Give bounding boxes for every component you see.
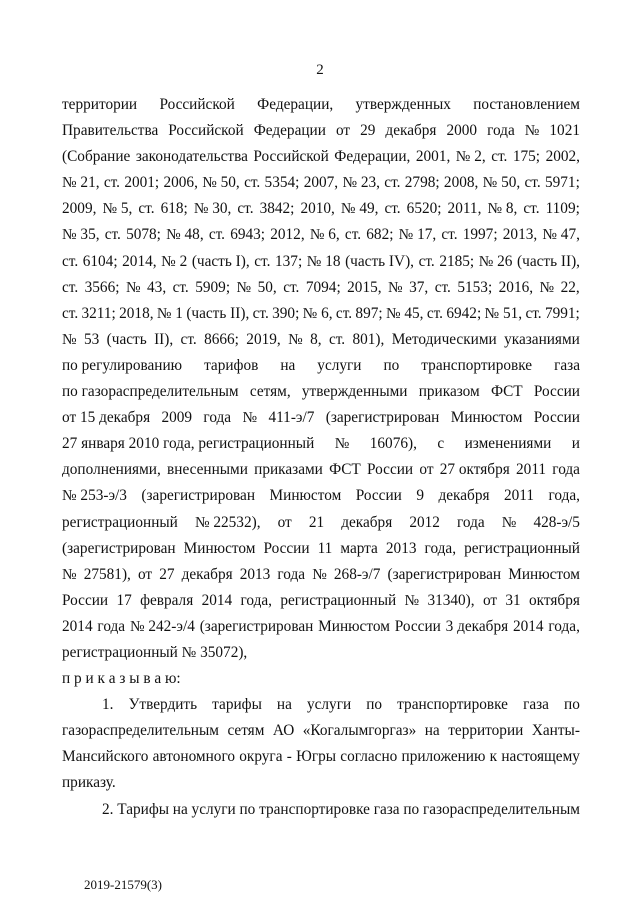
text-word: 6942; <box>446 304 482 322</box>
text-word: 137; <box>275 252 303 270</box>
text-word: 7991; <box>544 304 580 322</box>
text-word: 618; <box>160 200 188 218</box>
text-word: 8666; <box>204 330 239 348</box>
text-line <box>62 744 580 770</box>
text-word: декабря <box>341 513 393 531</box>
text-word: постановлением <box>473 96 580 113</box>
text-word: Федерации, <box>257 96 334 113</box>
text-word: России <box>367 461 414 479</box>
text-line <box>62 249 580 275</box>
text-word: 27 января 2010 года, регистрационный <box>62 435 315 453</box>
text-word: 1. <box>102 696 114 714</box>
text-word: 5971; <box>544 174 580 192</box>
text-word: по <box>564 696 580 714</box>
text-word: года <box>203 409 232 427</box>
text-line <box>62 562 580 588</box>
text-word: приказу. <box>62 774 116 792</box>
text-word: регистрационный <box>280 591 397 609</box>
text-word: года <box>97 617 126 635</box>
text-line <box>62 275 580 301</box>
text-word: декабря <box>181 565 233 583</box>
text-word: 2000 <box>446 122 478 140</box>
text-line <box>62 797 580 823</box>
text-word: Федерации <box>253 122 326 140</box>
text-word: года, <box>548 617 580 635</box>
text-line <box>62 483 580 509</box>
text-word: согласно <box>340 748 398 766</box>
text-word: России <box>263 539 310 557</box>
text-word: № <box>404 591 420 609</box>
text-word: газа <box>523 696 549 714</box>
text-word: № 2, <box>455 148 486 166</box>
text-word: России <box>533 383 580 401</box>
text-word: России <box>355 487 402 505</box>
text-word: № <box>501 513 517 531</box>
text-word: по <box>366 696 383 714</box>
text-word: ст. <box>237 200 254 218</box>
text-word: 31 <box>505 591 521 609</box>
text-word: 7094; <box>305 278 341 296</box>
text-word: года, <box>240 591 272 609</box>
text-line <box>62 666 580 692</box>
text-word: № <box>62 330 77 348</box>
text-word: Минюстом <box>318 617 390 635</box>
text-word: приказами <box>254 461 323 479</box>
text-word: ст. <box>335 304 353 322</box>
text-word: 2018, <box>119 304 154 322</box>
text-word: № <box>125 278 141 296</box>
text-word: 37, <box>409 278 429 296</box>
text-word: от 15 декабря <box>62 409 151 427</box>
text-word: 2013 <box>239 565 271 583</box>
text-word: 29 <box>360 122 376 140</box>
text-word: № 49, <box>340 200 379 218</box>
text-word: на <box>172 800 188 818</box>
text-word: ст. <box>283 278 300 296</box>
page-number: 2 <box>316 62 324 78</box>
text-line <box>62 718 580 744</box>
text-word: Мансийского <box>62 748 149 766</box>
document-body <box>62 92 580 823</box>
text-word: сетям, <box>249 383 291 401</box>
text-word: 43, <box>147 278 167 296</box>
text-word: 411-э/7 <box>268 409 315 427</box>
text-line <box>62 536 580 562</box>
text-word: ст. <box>491 148 508 166</box>
text-word: 21 <box>308 513 325 531</box>
text-word: ст. <box>523 200 540 218</box>
text-word: 6943; <box>230 226 266 244</box>
text-word: ст. <box>328 330 346 348</box>
text-line <box>62 144 580 170</box>
text-line <box>62 379 580 405</box>
text-word: 2014, <box>122 252 157 270</box>
text-word: на <box>424 722 440 740</box>
text-word: 31340), <box>427 591 475 609</box>
text-word: 2001; <box>124 174 160 192</box>
text-line <box>62 118 580 144</box>
text-word: № 17, <box>398 226 437 244</box>
text-word: услуги <box>317 356 362 374</box>
text-word: Ханты- <box>531 722 580 740</box>
text-word: ст. <box>525 304 542 322</box>
text-word: 3566; <box>84 278 120 296</box>
text-word: года <box>277 565 306 583</box>
text-word: № 242-э/4 <box>129 617 195 635</box>
text-word: 5078; <box>126 226 161 244</box>
text-word: регистрационный № 35072), <box>62 643 248 661</box>
text-word: 8, <box>310 330 322 348</box>
text-word: сетям <box>227 722 265 740</box>
text-word: № 35, <box>62 226 100 244</box>
text-word: 2010, <box>300 200 335 218</box>
text-line <box>62 405 580 431</box>
text-word: автономного <box>152 748 235 766</box>
text-word: Югры <box>296 748 337 766</box>
text-word: № <box>539 278 555 296</box>
text-word: Минюстом <box>508 565 580 583</box>
text-word: 682; <box>366 226 394 244</box>
text-word: законодательства <box>135 148 248 166</box>
text-word: к <box>489 748 498 766</box>
text-line <box>62 431 580 457</box>
text-word: № <box>524 122 540 140</box>
text-word: России <box>533 409 580 427</box>
text-word: ст. <box>524 174 541 192</box>
text-word: № 50, <box>202 174 240 192</box>
text-word: услуги <box>306 696 352 714</box>
text-word: (зарегистрирован <box>141 487 256 505</box>
text-word: № 2 <box>161 252 188 270</box>
text-word: по <box>383 356 400 374</box>
text-word: № <box>236 278 252 296</box>
text-line <box>62 770 580 796</box>
text-word: тарифов <box>204 356 259 374</box>
text-word: регистрационный <box>464 539 580 557</box>
text-word: округа <box>239 748 283 766</box>
text-word: (Собрание <box>62 148 131 166</box>
text-word: изменениями <box>464 435 552 453</box>
text-word: № 18 <box>306 252 341 270</box>
text-word: № 26 <box>478 252 513 270</box>
text-word: № <box>312 565 327 583</box>
text-word: 9 <box>416 487 424 505</box>
text-line <box>62 457 580 483</box>
text-word: года <box>456 513 485 531</box>
text-word: 2185; <box>439 252 475 270</box>
text-word: 16076), <box>369 435 417 453</box>
text-word: 2013 <box>385 539 417 557</box>
text-word: 2009, <box>62 200 97 218</box>
text-word: № 48, <box>166 226 204 244</box>
text-word: 2012, <box>270 226 305 244</box>
text-word: 5909; <box>195 278 231 296</box>
text-word: 1109; <box>545 200 580 218</box>
text-word: Российской <box>159 96 235 113</box>
text-word: № 22532), <box>194 513 261 531</box>
text-word: ст. <box>62 304 79 322</box>
text-word: года, <box>424 539 457 557</box>
text-word: Тарифы <box>117 800 170 818</box>
text-word: транспортировке <box>397 696 508 714</box>
text-word: года <box>552 461 580 479</box>
text-word: от <box>335 122 351 140</box>
text-word: 2009 <box>161 409 193 427</box>
text-word: № <box>62 565 77 583</box>
text-word: 268-э/7 <box>333 565 381 583</box>
text-line <box>62 301 580 327</box>
text-word: № 6, <box>302 304 333 322</box>
text-word: ст. <box>103 174 121 192</box>
text-word: ФСТ <box>490 383 523 401</box>
text-word: № 21, <box>62 174 100 192</box>
text-word: 1997; <box>462 226 498 244</box>
text-word: АО <box>272 722 295 740</box>
text-word: по <box>403 800 420 818</box>
text-word: утвержденными <box>301 383 408 401</box>
text-word: 2016, <box>498 278 534 296</box>
text-word: от <box>419 461 434 479</box>
text-word: марта <box>340 539 378 557</box>
text-word: ст. <box>172 278 189 296</box>
text-word: 2015, <box>347 278 382 296</box>
text-word: № 30, <box>193 200 232 218</box>
text-word: ст. <box>344 226 362 244</box>
text-word: от <box>277 513 292 531</box>
text-word: ст. <box>180 330 197 348</box>
text-word: № 51, <box>484 304 523 322</box>
text-word: по <box>239 800 256 818</box>
text-word: России <box>62 591 109 609</box>
text-word: 1021 <box>549 122 580 140</box>
text-word: 6520; <box>406 200 442 218</box>
text-word: № 8, <box>487 200 518 218</box>
text-word: (часть I), <box>191 252 250 270</box>
text-word: № <box>288 330 303 348</box>
text-word: газа <box>373 800 400 818</box>
text-word: ст. <box>434 278 451 296</box>
text-line <box>62 353 580 379</box>
text-word: территории <box>448 722 524 740</box>
text-word: 897; <box>355 304 383 322</box>
text-word: тарифы <box>212 696 262 714</box>
text-word: территории <box>62 96 138 113</box>
document-code: 2019-21579(3) <box>84 877 162 892</box>
text-word: 5354; <box>264 174 300 192</box>
text-word: (зарегистрирован <box>325 409 440 427</box>
text-word: ст. <box>418 252 435 270</box>
text-word: 50, <box>257 278 277 296</box>
text-word: № 50, <box>482 174 521 192</box>
text-word: ст. <box>62 278 79 296</box>
text-word: 2019, <box>246 330 281 348</box>
text-word: 2012 <box>409 513 440 531</box>
text-word: ФСТ <box>329 461 361 479</box>
text-word: 17 <box>116 591 132 609</box>
text-word: по газораспределительным <box>62 383 239 401</box>
text-line <box>62 92 580 118</box>
text-word: 2008, <box>443 174 479 192</box>
text-word: (зарегистрирован <box>387 565 502 583</box>
text-word: 2014 <box>62 617 93 635</box>
text-word: ст. <box>254 252 271 270</box>
text-word: на <box>280 356 296 374</box>
text-word: 2011 <box>516 461 547 479</box>
text-word: февраля <box>140 591 194 609</box>
text-word: 428-э/5 <box>533 513 580 531</box>
text-word: внесенными <box>167 461 248 479</box>
text-word: настоящему <box>501 748 580 766</box>
text-word: № 47, <box>542 226 580 244</box>
text-word: 3 декабря <box>445 617 509 635</box>
text-line <box>62 692 580 718</box>
text-line <box>62 614 580 640</box>
text-word: регистрационный <box>62 513 178 531</box>
text-word: № 1 <box>156 304 183 322</box>
text-word: 2006, <box>163 174 198 192</box>
text-line <box>62 640 580 666</box>
text-word: - <box>286 748 292 766</box>
text-word: 53 <box>83 330 100 348</box>
text-word: 2011, <box>447 200 482 218</box>
text-word: ст. <box>208 226 225 244</box>
text-word: ст. <box>252 304 269 322</box>
text-word: 5153; <box>457 278 493 296</box>
text-word: утвержденных <box>355 96 451 113</box>
text-word: ст. <box>441 226 458 244</box>
text-word: Российской <box>168 122 244 140</box>
text-word: № 253-э/3 <box>62 487 127 505</box>
text-word: транспортировке <box>421 356 533 374</box>
text-word: ст. <box>62 252 79 270</box>
text-word: 2014 <box>512 617 544 635</box>
text-word: 175; <box>512 148 541 166</box>
text-word: 2001, <box>415 148 451 166</box>
text-word: по регулированию <box>62 356 183 374</box>
text-word: 390; <box>272 304 300 322</box>
text-line <box>62 327 580 353</box>
text-word: Методическими <box>391 330 497 348</box>
text-word: (часть II), <box>186 304 250 322</box>
text-word: (зарегистрирован <box>62 539 176 557</box>
text-word: от <box>482 591 498 609</box>
text-word: и <box>571 435 580 453</box>
text-word: 801), <box>352 330 385 348</box>
text-word: года <box>487 122 515 140</box>
text-word: Минюстом <box>450 409 523 427</box>
text-word: 3842; <box>259 200 295 218</box>
text-line <box>62 510 580 536</box>
text-word: газа <box>554 356 580 374</box>
text-word: (часть IV), <box>345 252 414 270</box>
text-word: декабря <box>438 487 490 505</box>
text-word: 11 <box>317 539 333 557</box>
text-word: октября <box>529 591 580 609</box>
text-word: № <box>334 435 350 453</box>
text-word: ст. <box>426 304 444 322</box>
text-word: 3211; <box>81 304 116 322</box>
text-line <box>62 222 580 248</box>
text-word: 2014 <box>201 591 233 609</box>
text-word: II), <box>154 330 174 348</box>
text-word: 2. <box>102 800 114 818</box>
text-word: на <box>276 696 292 714</box>
text-word: 27 октября <box>439 461 510 479</box>
text-word: транспортировке <box>259 800 370 818</box>
text-word: № 23, <box>342 174 380 192</box>
text-word: 22, <box>560 278 580 296</box>
text-word: газораспределительным <box>422 800 580 818</box>
text-word: ст. <box>384 174 401 192</box>
text-word: ст. <box>104 226 121 244</box>
text-word: ст. <box>384 200 401 218</box>
text-word: приложению <box>401 748 486 766</box>
text-word: Правительства <box>62 122 159 140</box>
text-word: Минюстом <box>183 539 256 557</box>
text-word: 2007, <box>303 174 339 192</box>
text-word: от <box>137 565 153 583</box>
text-word: № 6, <box>309 226 340 244</box>
text-line <box>62 170 580 196</box>
text-word: Минюстом <box>269 487 342 505</box>
text-word: дополнениями, <box>62 461 161 479</box>
text-word: декабря <box>385 122 437 140</box>
text-word: «Когалымгоргаз» <box>302 722 417 740</box>
text-word: Утвердить <box>128 696 198 714</box>
text-word: услуги <box>191 800 236 818</box>
text-word: России <box>394 617 441 635</box>
text-word: ст. <box>138 200 155 218</box>
text-word: (зарегистрирован <box>199 617 314 635</box>
text-word: с <box>437 435 445 453</box>
text-word: Федерации, <box>334 148 411 166</box>
text-word: газораспределительным <box>62 722 219 740</box>
text-word: п р и к а з ы в а ю: <box>62 670 181 688</box>
text-word: Российской <box>253 148 329 166</box>
text-word: указаниями <box>504 330 580 348</box>
text-word: 27 <box>159 565 175 583</box>
text-line <box>62 196 580 222</box>
text-line <box>62 588 580 614</box>
text-word: (часть II), <box>517 252 580 270</box>
text-word: № 5, <box>102 200 133 218</box>
text-word: 2013, <box>502 226 538 244</box>
text-word: (часть <box>106 330 147 348</box>
text-word: 6104; <box>82 252 118 270</box>
text-word: № <box>388 278 403 296</box>
text-word: № 45, <box>385 304 424 322</box>
text-word: 2798; <box>404 174 440 192</box>
text-word: ст. <box>244 174 261 192</box>
text-word: 27581), <box>83 565 131 583</box>
text-word: приказом <box>418 383 480 401</box>
text-word: № <box>242 409 258 427</box>
text-word: 2011 <box>503 487 535 505</box>
text-word: года, <box>548 487 580 505</box>
text-word: 2002, <box>545 148 580 166</box>
